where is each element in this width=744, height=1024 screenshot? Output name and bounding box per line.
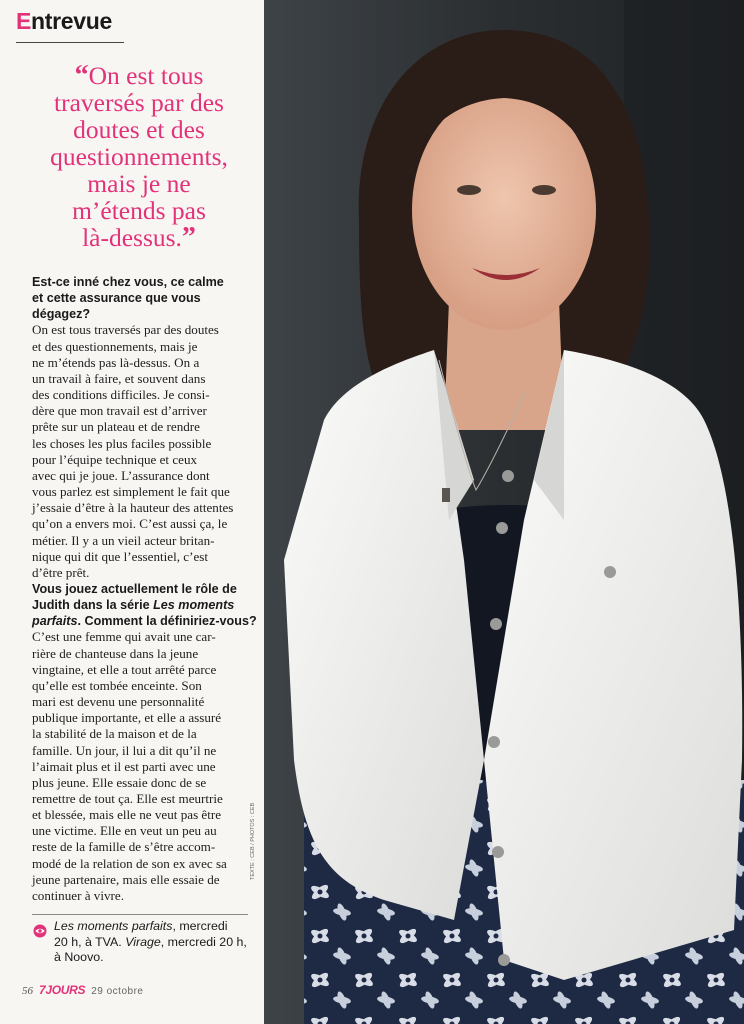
text-column	[0, 0, 264, 1024]
answer-line: des conditions difficiles. Je consi-	[32, 387, 210, 403]
section-title	[16, 8, 112, 35]
issue-date: 29 octobre	[91, 986, 144, 997]
show-title: parfaits	[32, 614, 78, 629]
answer-line: la stabilité de la maison et de la	[32, 726, 197, 742]
answer-line: pour l’équipe technique et ceux	[32, 451, 198, 467]
interview-body	[32, 274, 258, 904]
photo-credit: TEXTE : CEB / PHOTOS : CEB	[250, 802, 256, 880]
pull-quote	[20, 62, 258, 251]
info-text: , mercredi 20 h,	[160, 934, 247, 949]
info-divider	[32, 914, 248, 915]
answer-line: vous parlez est simplement le fait que	[32, 484, 230, 500]
answer-line: d’être prêt.	[32, 564, 90, 580]
page-footer	[22, 983, 143, 997]
section-initial: E	[16, 8, 32, 34]
info-line	[54, 919, 254, 935]
section-rule	[16, 42, 124, 43]
answer-line: et blessée, mais elle ne veut pas être	[32, 807, 222, 823]
quote-close-mark: ”	[181, 222, 196, 253]
answer-line: jeune partenaire, mais elle essaie de	[32, 871, 220, 887]
answer-line: publique importante, et elle a assuré	[32, 710, 222, 726]
answer-line: remettre de tout ça. Elle est meurtrie	[32, 791, 223, 806]
quote-open-mark: “	[74, 60, 89, 91]
question-line: et cette assurance que vous	[32, 291, 201, 306]
answer-1	[32, 322, 258, 581]
answer-line: plus jeune. Elle essaie donc de se	[32, 774, 207, 790]
info-line	[54, 935, 254, 951]
question-line	[32, 613, 258, 629]
quote-line: mais je ne	[87, 169, 191, 198]
answer-line: ne m’étends pas là-dessus. On a	[32, 354, 200, 370]
answer-line: les choses les plus faciles possible	[32, 435, 212, 451]
answer-line: j’essaie d’être à la hauteur des attentes	[32, 500, 234, 516]
portrait-photo	[264, 0, 744, 1024]
show-title: Les moments	[153, 598, 235, 613]
answer-line: rière de chanteuse dans la jeune	[32, 645, 199, 661]
question-text: Judith dans la série	[32, 598, 154, 613]
answer-line: modé de la relation de son ex avec sa	[32, 855, 227, 871]
question-line: Est-ce inné chez vous, ce calme	[32, 275, 224, 289]
question-line: dégagez?	[32, 307, 91, 322]
question-line: Vous jouez actuellement le rôle de	[32, 581, 237, 596]
quote-line: On est tous	[88, 61, 204, 90]
answer-line: continuer à vivre.	[32, 887, 124, 903]
quote-line: doutes et des	[73, 115, 205, 144]
page-number: 56	[22, 985, 33, 997]
quote-line: questionnements,	[50, 142, 228, 171]
info-text: , mercredi	[172, 919, 228, 933]
answer-line: On est tous traversés par des doutes	[32, 322, 219, 338]
answer-line: mari est devenu une personnalité	[32, 694, 205, 710]
answer-line: C’est une femme qui avait une car-	[32, 629, 216, 645]
answer-line: un travail à faire, et souvent dans	[32, 370, 206, 386]
question-2	[32, 581, 258, 629]
answer-line: prête sur un plateau et de rendre	[32, 419, 200, 435]
answer-line: famille. Un jour, il lui a dit qu’il ne	[32, 742, 217, 758]
answer-line: et des questionnements, mais je	[32, 338, 198, 354]
answer-line: avec qui je joue. L’assurance dont	[32, 467, 210, 483]
answer-line: qu’elle est tombée enceinte. Son	[32, 677, 202, 693]
quote-line: traversés par des	[54, 88, 224, 117]
answer-line: une victime. Elle en veut un peu au	[32, 823, 217, 839]
answer-line: l’aimait plus et il est parti avec une	[32, 758, 216, 774]
info-text: 20 h, à TVA.	[54, 934, 126, 949]
answer-line: reste de la famille de s’être accom-	[32, 839, 216, 855]
show-title: Virage	[125, 934, 161, 949]
answer-line: métier. Il y a un vieil acteur britan-	[32, 532, 215, 548]
answer-2	[32, 629, 258, 904]
quote-line: là-dessus.	[82, 223, 182, 252]
question-text: . Comment la définiriez-vous?	[77, 614, 257, 629]
info-line: à Noovo.	[54, 950, 104, 964]
broadcast-info	[54, 919, 254, 966]
answer-line: dère que mon travail est d’arriver	[32, 403, 207, 419]
question-1	[32, 274, 258, 322]
answer-line: vingtaine, et elle a tout arrêté parce	[32, 661, 217, 677]
section-title-rest: ntrevue	[31, 8, 113, 34]
quote-line: m’étends pas	[72, 196, 206, 225]
question-line	[32, 597, 258, 613]
show-title: Les moments parfaits	[54, 919, 173, 933]
magazine-logo: 7JOURS	[39, 983, 86, 997]
answer-line: nique qui dit que l’essentiel, c’est	[32, 548, 208, 564]
eye-icon	[32, 924, 48, 938]
answer-line: qu’on a envers moi. C’est aussi ça, le	[32, 516, 228, 532]
